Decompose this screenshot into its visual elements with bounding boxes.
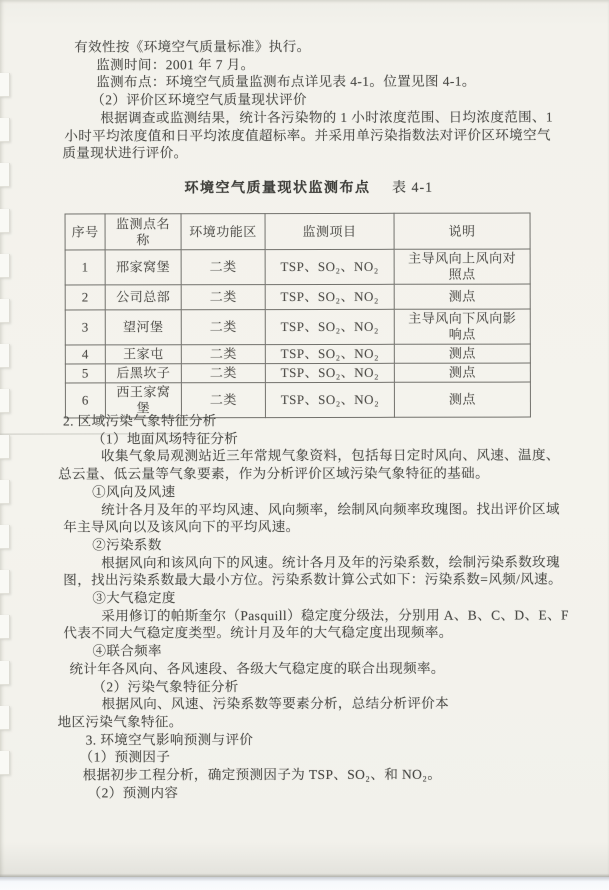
text-line: 监测布点：环境空气质量监测布点详见表 4-1。位置见图 4-1。 [96, 74, 476, 90]
table-cell: 2 [65, 285, 105, 310]
intro-paragraph [56, 37, 556, 162]
table-cell: 6 [65, 383, 105, 418]
table-cell: 望河堡 [105, 310, 181, 345]
text-line: 监测时间：2001 年 7 月。 [96, 56, 255, 73]
table-cell: 后黑坎子 [105, 364, 181, 383]
table-cell: TSP、SO₂、NO₂ [265, 284, 394, 309]
table-row [65, 363, 530, 383]
table-caption [184, 179, 604, 198]
text-line: 3. 环境空气影响预测与评价 [85, 731, 254, 748]
text-line: （1）预测因子 [79, 749, 171, 765]
table-cell: 二类 [181, 364, 265, 383]
text-line: 总云量、低云量等气象要素，作为分析评价区域污染气象特征的基础。 [58, 465, 489, 482]
text-line: 根据风向、风速、污染系数等要素分析，总结分析评价本 [101, 695, 450, 712]
table-caption-title: 环境空气质量现状监测布点 [184, 180, 371, 197]
table-header-cell: 监测点名称 [105, 214, 181, 250]
table-cell: 测点 [394, 363, 530, 382]
text-line: ③大气稳定度 [92, 590, 176, 606]
table-cell: 5 [65, 364, 105, 383]
table-cell: 测点 [394, 284, 530, 309]
table-cell: 西王家窝堡 [105, 383, 181, 418]
text-line: ②污染系数 [92, 537, 162, 553]
table-cell: TSP、SO₂、NO₂ [265, 309, 394, 344]
text-line: （2）预测内容 [87, 785, 179, 801]
table-cell: 测点 [394, 382, 530, 417]
table-row [65, 344, 530, 364]
table-cell: 1 [65, 250, 105, 285]
table-header-cell: 说明 [394, 213, 530, 249]
text-line: 图，找出污染系数最大最小方位。污染系数计算公式如下：污染系数=风频/风速。 [63, 571, 562, 588]
text-line: 质量现状进行评价。 [62, 145, 188, 161]
table-header-cell: 序号 [65, 214, 105, 250]
text-line: 根据初步工程分析，确定预测因子为 TSP、SO₂、和 NO₂。 [82, 766, 442, 783]
table-cell: 二类 [181, 310, 265, 345]
table-cell: 邢家窝堡 [105, 250, 181, 285]
table-cell: 二类 [181, 383, 265, 418]
text-line: ④联合频率 [92, 643, 162, 659]
table-header [65, 213, 530, 250]
table-cell: 主导风向上风向对照点 [394, 249, 530, 284]
table-cell: TSP、SO₂、NO₂ [265, 363, 394, 382]
table-cell: 主导风向下风向影响点 [394, 309, 530, 344]
table-row [65, 284, 530, 310]
table-cell: 公司总部 [105, 285, 181, 310]
table-cell: 测点 [394, 344, 530, 363]
text-line: 收集气象局观测站近三年常规气象资料，包括每日定时风向、风速、温度、 [101, 447, 560, 464]
table-cell: TSP、SO₂、NO₂ [265, 382, 394, 417]
text-line: （2）污染气象特征分析 [92, 678, 239, 694]
text-line: 统计年各风向、各风速段、各级大气稳定度的联合出现频率。 [69, 660, 445, 677]
text-line: 年主导风向以及该风向下的平均风速。 [63, 519, 300, 535]
text-line: ①风向及风速 [92, 484, 176, 500]
table-caption-label: 表 4-1 [391, 180, 434, 196]
text-line: （1）地面风场特征分析 [91, 430, 239, 447]
table-cell: 二类 [181, 250, 265, 285]
text-line: 根据风向和该风向下的风速。统计各月及年的污染系数，绘制污染系数玫瑰 [101, 554, 560, 571]
text-line: 小时平均浓度值和日平均浓度值超标率。并采用单污染指数法对评价区环境空气 [64, 126, 551, 144]
text-line: 代表不同大气稳定度类型。统计月及年的大气稳定度出现频率。 [63, 625, 453, 641]
table-cell: 王家屯 [105, 345, 181, 364]
table-row [65, 309, 530, 345]
text-line: 统计各月及年的平均风速、风向频率，绘制风向频率玫瑰图。找出评价区域 [101, 500, 560, 517]
text-line: 地区污染气象特征。 [57, 714, 183, 730]
text-line: 根据调查或监测结果，统计各污染物的 1 小时浓度范围、日均浓度范围、1 [100, 109, 554, 126]
scanner-edge-shadow [0, 877, 609, 890]
text-line: 2. 区域污染气象特征分析 [62, 413, 217, 429]
table-row [65, 249, 530, 285]
table-header-cell: 环境功能区 [181, 214, 265, 250]
table-cell: 4 [65, 345, 105, 364]
table-cell: TSP、SO₂、NO₂ [265, 249, 394, 284]
table-cell: 3 [65, 310, 105, 345]
monitoring-points-table [65, 213, 531, 419]
text-line: 有效性按《环境空气质量标准》执行。 [74, 38, 311, 55]
table-cell: 二类 [181, 285, 265, 310]
text-line: （2）评价区环境空气质量现状评价 [91, 92, 307, 108]
body-paragraphs [57, 411, 569, 802]
table-cell: TSP、SO₂、NO₂ [265, 344, 394, 363]
table-header-cell: 监测项目 [265, 213, 394, 249]
text-line: 采用修订的帕斯奎尔（Pasquill）稳定度分级法，分别用 A、B、C、D、E、F [101, 607, 569, 624]
table-cell: 二类 [181, 345, 265, 364]
